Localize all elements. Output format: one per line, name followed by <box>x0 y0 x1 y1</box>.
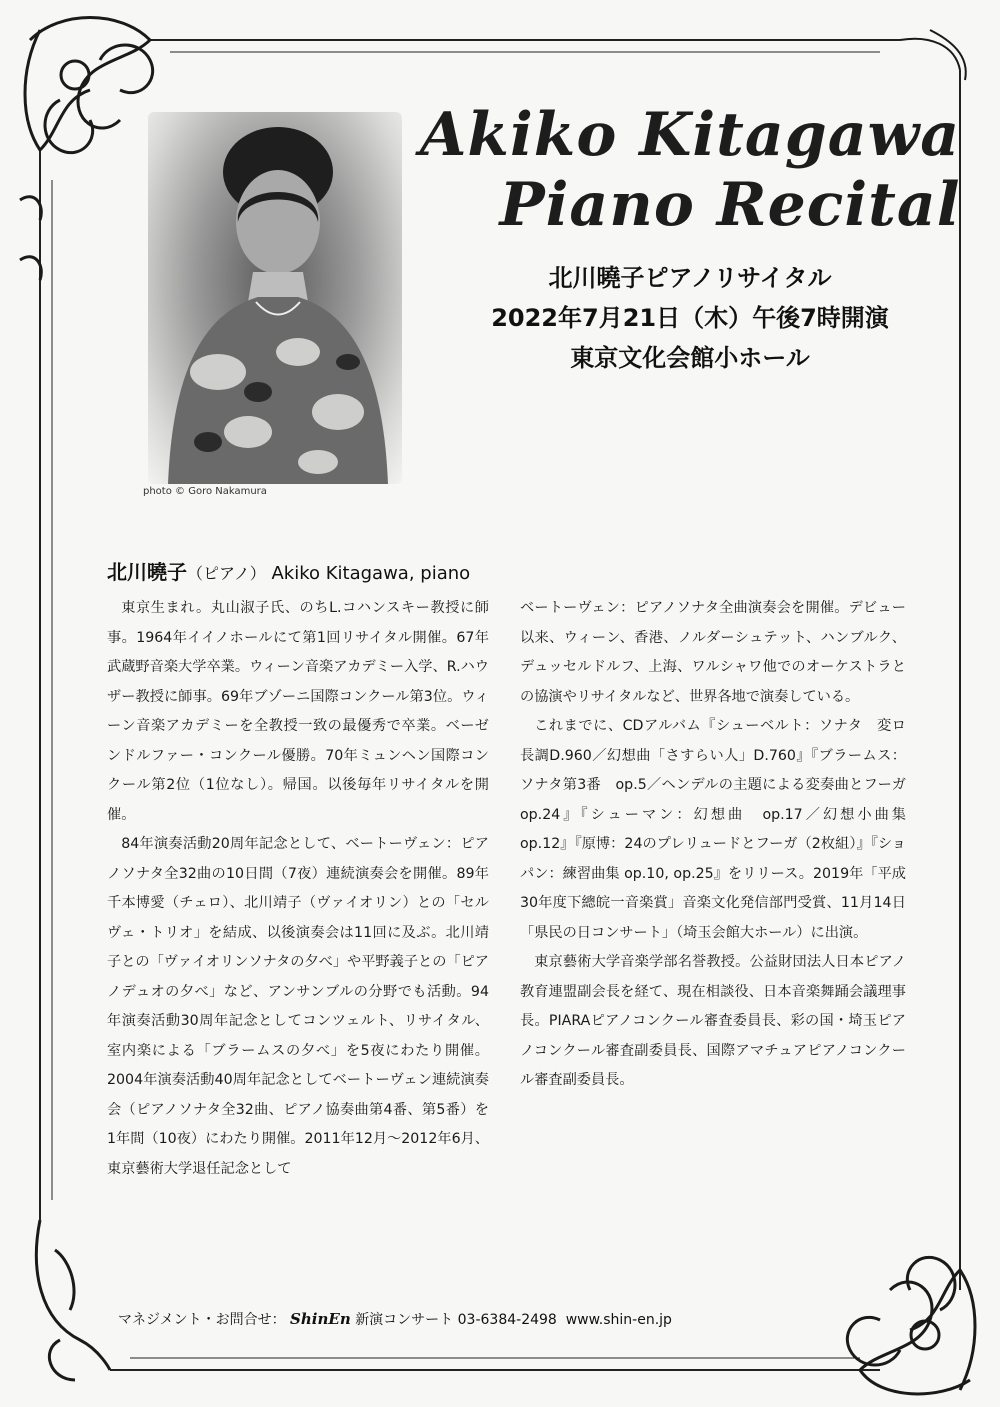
event-name: 北川曉子ピアノリサイタル <box>548 264 832 292</box>
title-line-1: Akiko Kitagawa <box>419 100 961 170</box>
footer-phone: 03-6384-2498 <box>457 1312 557 1328</box>
bio-paragraph: 東京藝術大学音楽学部名誉教授。公益財団法人日本ピアノ教育連盟副会長を経て、現在相談役、日本音楽舞踊会議理事長。PIARAピアノコンクール審査委員長、彩の国・埼玉ピアノコンクール審査副委員長、国際アマチュアピアノコンクール審査副委員長。 <box>520 954 906 1088</box>
bio-paragraph: 東京生まれ。丸山淑子氏、のちL.コハンスキー教授に師事。1964年イイノホールにて第1回リサイタル開催。67年武蔵野音楽大学卒業。ウィーン音楽アカデミー入学、R.ハウザー教授に師事。69年ブゾーニ国際コンクール第3位。ウィーン音楽アカデミーを全教授一致の最優秀で卒業。ベーゼンドルファー・コンクール優勝。70年ミュンヘン国際コンクール第2位（1位なし）。帰国。以後毎年リサイタルを開催。 <box>107 600 489 823</box>
title-line-2: Piano Recital <box>499 170 961 240</box>
corner-ornament-bottom-right <box>847 1257 975 1394</box>
bio-paragraph: これまでに、CDアルバム『シューベルト：ソナタ 変ロ長調D.960／幻想曲「さすらい人」D.760』『ブラームス：ソナタ第3番 op.5／ヘンデルの主題による変奏曲とフーガ op.24』『シューマン：幻想曲 op.17／幻想小曲集 op.12』『原博：24のプレリュードとフーガ（2枚組）』『ショパン：練習曲集 op.10, op.25』をリリース。2019年「平成30年度下總皖一音楽賞」音楽文化発信部門受賞、11月14日「県民の日コンサート」（埼玉会館大ホール）に出演。 <box>520 718 921 941</box>
footer-label: マネジメント・お問合せ： <box>118 1312 286 1328</box>
event-info <box>480 258 900 378</box>
event-venue: 東京文化会館小ホール <box>570 344 810 372</box>
footer-url[interactable]: www.shin-en.jp <box>565 1312 672 1328</box>
bio-column-right <box>520 594 921 1096</box>
shinen-logo: ShinEn <box>290 1310 351 1328</box>
corner-ornament-top-right <box>900 30 966 80</box>
event-datetime: 2022年7月21日（木）午後7時開演 <box>491 304 889 332</box>
bio-heading <box>107 556 470 585</box>
recital-title <box>420 100 980 240</box>
bio-paragraph: 84年演奏活動20周年記念として、ベートーヴェン：ピアノソナタ全32曲の10日間（7夜）連続演奏会を開催。89年千本博愛（チェロ）、北川靖子（ヴァイオリン）との「セルヴェ・トリオ」を結成、以後演奏会は11回に及ぶ。北川靖子との「ヴァイオリンソナタの夕べ」や平野義子との「ピアノデュオの夕べ」など、アンサンブルの分野でも活動。94年演奏活動30周年記念としてコンツェルト、リサイタル、室内楽による「ブラームスの夕べ」を5夜にわたり開催。2004年演奏活動40周年記念としてベートーヴェン連続演奏会（ピアノソナタ全32曲、ピアノ協奏曲第4番、第5番）を1年間（10夜）にわたり開催。2011年12月〜2012年6月、東京藝術大学退任記念として <box>107 836 489 1177</box>
footer-contact <box>118 1309 672 1329</box>
photo-credit: photo © Goro Nakamura <box>143 486 267 497</box>
corner-ornament-bottom-left <box>36 1220 110 1380</box>
portrait-silhouette <box>148 112 402 484</box>
portrait-photo <box>148 112 402 484</box>
artist-name: 北川曉子 <box>107 560 187 584</box>
bio-paragraph: ベートーヴェン：ピアノソナタ全曲演奏会を開催。デビュー以来、ウィーン、香港、ノルダーシュテット、ハンブルク、デュッセルドルフ、上海、ワルシャワ他でのオーケストラとの協演やリサイタルなど、世界各地で演奏している。 <box>520 600 906 705</box>
artist-name-en: Akiko Kitagawa, piano <box>271 563 471 584</box>
artist-role: （ピアノ） <box>187 564 266 583</box>
bio-column-left <box>107 594 489 1184</box>
footer-company: 新演コンサート <box>355 1312 454 1328</box>
